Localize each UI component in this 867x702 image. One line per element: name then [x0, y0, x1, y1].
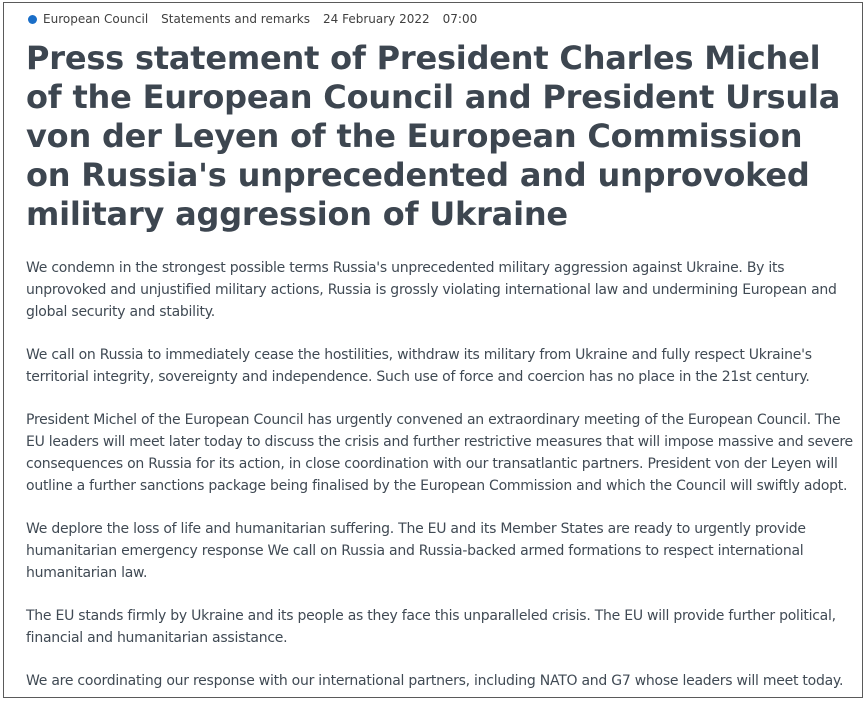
meta-time: 07:00 [442, 12, 478, 26]
article-body [26, 257, 858, 698]
paragraph-1: We condemn in the strongest possible terms Russia's unprecedented military aggression against Ukraine. By its unprovoked and unjustified military actions, Russia is grossly violating international law and undermining European and global security and stability. [26, 260, 837, 320]
paragraph-4: We deplore the loss of life and humanitarian suffering. The EU and its Member States are ready to urgently provide humanitarian emergency response We call on Russia and Russia-backed armed formations to respect international humanitarian law. [26, 521, 806, 581]
article-container [3, 2, 863, 698]
paragraph-6: We are coordinating our response with our international partners, including NATO and G7 whose leaders will meet today. [26, 673, 844, 689]
meta-date: 24 February 2022 [323, 12, 430, 26]
page-title: Press statement of President Charles Michel of the European Council and President Ursula von der Leyen of the European Commission on Russia's unprecedented and unprovoked military aggression of Ukraine [26, 39, 841, 233]
meta-category[interactable]: Statements and remarks [161, 12, 311, 26]
paragraph-3: President Michel of the European Council has urgently convened an extraordinary meeting of the European Council. The EU leaders will meet later today to discuss the crisis and further restrictive measures that will impose massive and severe consequences on Russia for its action, in close coordination with our transatlantic partners. President von der Leyen will outline a further sanctions package being finalised by the European Commission and which the Council will swiftly adopt. [26, 412, 853, 494]
paragraph-2: We call on Russia to immediately cease the hostilities, withdraw its military from Ukraine and fully respect Ukraine's territorial integrity, sovereignty and independence. Such use of force and coercion has no place in the 21st century. [26, 347, 812, 385]
paragraph-5: The EU stands firmly by Ukraine and its people as they face this unparalleled crisis. The EU will provide further political, financial and humanitarian assistance. [26, 608, 836, 646]
article-meta [28, 11, 477, 27]
bullet-dot-icon [28, 15, 37, 24]
meta-source[interactable]: European Council [43, 12, 149, 26]
